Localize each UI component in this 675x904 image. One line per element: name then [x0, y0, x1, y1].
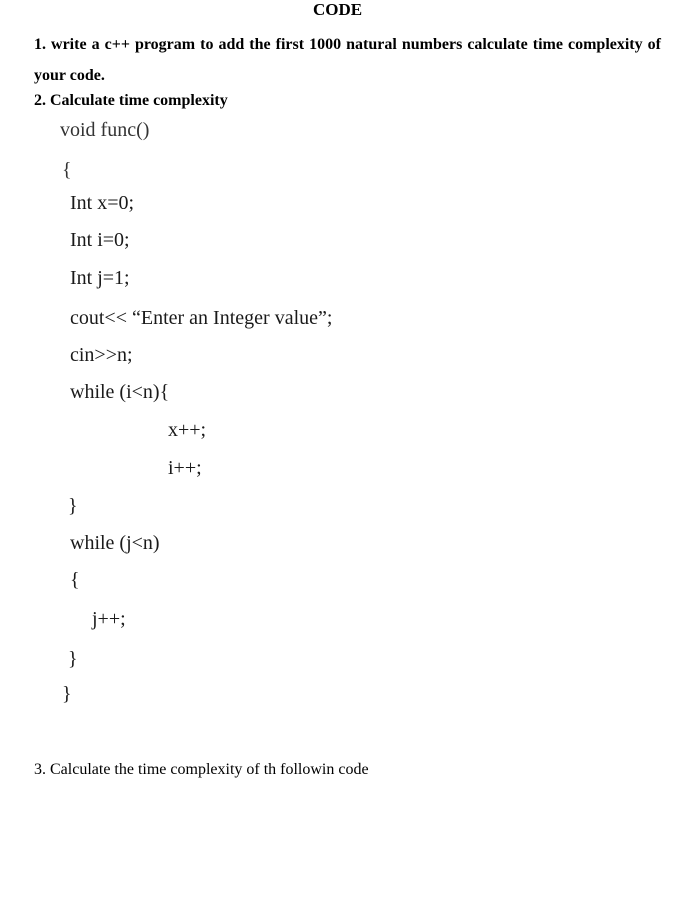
code-line-while-j: while (j<n): [70, 532, 160, 554]
code-line-i-increment: i++;: [168, 457, 202, 479]
code-line-j-increment: j++;: [92, 608, 126, 630]
code-line-open-brace: {: [62, 159, 72, 181]
code-line-x-increment: x++;: [168, 419, 207, 441]
code-line-close-brace-1: }: [68, 495, 78, 517]
code-line-int-j: Int j=1;: [70, 267, 130, 289]
code-line-cout: cout<< “Enter an Integer value”;: [70, 307, 333, 329]
code-line-int-i: Int i=0;: [70, 229, 130, 251]
code-line-while-i: while (i<n){: [70, 381, 170, 403]
code-line-close-brace-3: }: [62, 683, 72, 705]
code-line-open-brace-2: {: [70, 569, 80, 591]
question-2: 2. Calculate time complexity: [34, 92, 228, 109]
question-1: 1. write a c++ program to add the first 1000 natural numbers calculate time complexity of your code.: [34, 36, 661, 84]
question-3: 3. Calculate the time complexity of th followin code: [34, 761, 369, 778]
code-line-int-x: Int x=0;: [70, 192, 135, 214]
code-line-close-brace-2: }: [68, 648, 78, 670]
code-line-cin: cin>>n;: [70, 344, 133, 366]
code-line-function-signature: void func(): [60, 119, 150, 141]
page-title: CODE: [312, 0, 363, 19]
